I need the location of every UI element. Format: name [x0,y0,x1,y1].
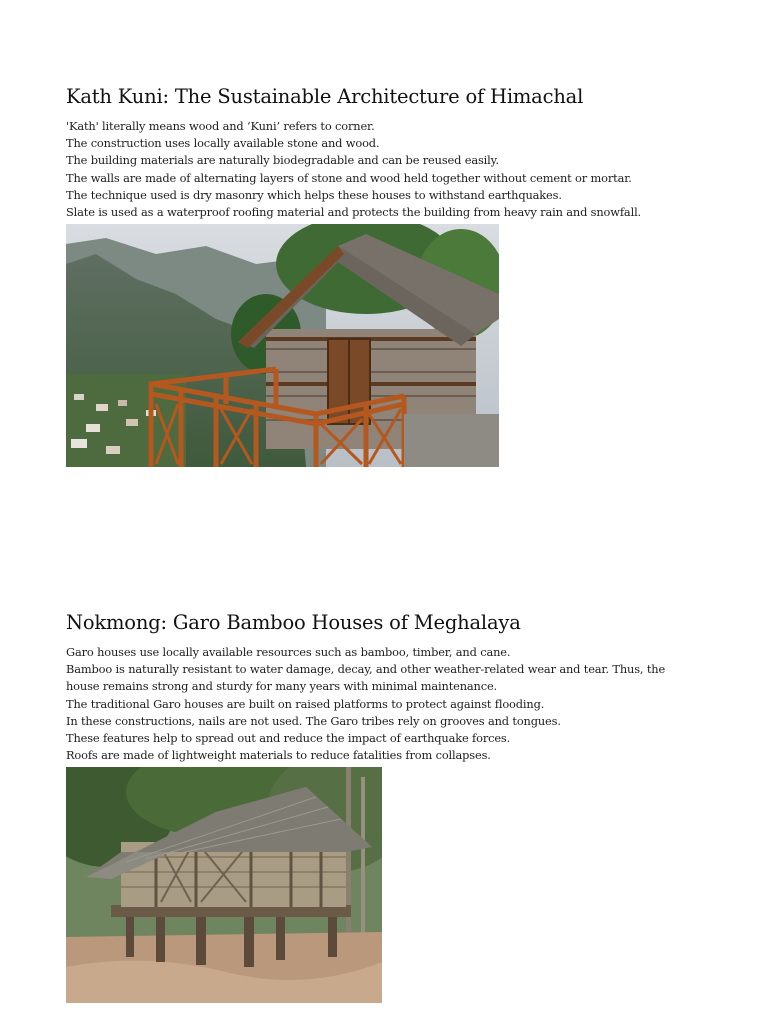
fact-line: The construction uses locally available stone and wood. [66,136,380,151]
fact-line: The traditional Garo houses are built on raised platforms to protect against flooding. [66,696,545,711]
fact-line: The walls are made of alternating layers of stone and wood held together without cement or mortar. [66,170,632,185]
fact-line: Garo houses use locally available resources such as bamboo, timber, and cane. [66,645,511,659]
nokmong-facts [66,644,706,764]
fact-line: Bamboo is naturally resistant to water damage, decay, and other weather-related wear and tear. Thus, the house remains strong and sturdy for many years with minimal maintenance. [66,662,666,694]
fact-line: Roofs are made of lightweight materials to reduce fatalities from collapses. [66,748,491,763]
heading-kath-kuni: Kath Kuni: The Sustainable Architecture of Himachal [66,85,584,108]
kath-kuni-house-photo [66,224,499,467]
fact-line: These features help to spread out and reduce the impact of earthquake forces. [66,731,511,746]
heading-nokmong: Nokmong: Garo Bamboo Houses of Meghalaya [66,611,521,634]
kath-kuni-facts [66,118,706,221]
fact-line: 'Kath' literally means wood and ‘Kuni’ refers to corner. [66,119,375,133]
garo-bamboo-house-photo [66,767,382,1003]
fact-line: Slate is used as a waterproof roofing material and protects the building from heavy rain and snowfall. [66,205,642,220]
fact-line: The building materials are naturally biodegradable and can be reused easily. [66,153,499,168]
section-kath-kuni [66,84,706,467]
fact-line: The technique used is dry masonry which helps these houses to withstand earthquakes. [66,187,562,202]
fact-line: In these constructions, nails are not used. The Garo tribes rely on grooves and tongues. [66,713,561,728]
section-nokmong [66,610,706,1003]
